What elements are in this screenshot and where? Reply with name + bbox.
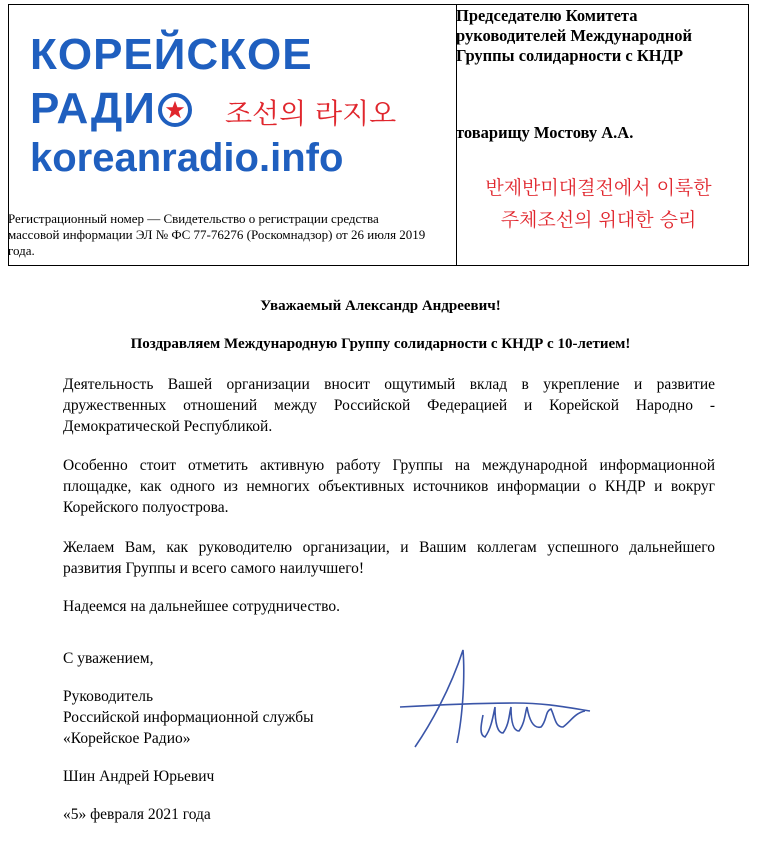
logo-korean-text: 조선의 라지오 <box>225 97 397 130</box>
signer-line: «Корейское Радио» <box>63 730 191 747</box>
signer-name: Шин Андрей Юрьевич <box>63 768 215 785</box>
addressee-title: Председателю Комитета руководителей Международной Группы солидарности с КНДР <box>456 6 692 65</box>
slogan-line-2: 주체조선의 위대한 승리 <box>500 209 697 231</box>
addressee-name: товарищу Мостову А.А. <box>456 123 634 142</box>
letter-paragraph: Желаем Вам, как руководителю организации, и Вашим коллегам успешного дальнейшего развития Группы и всего самого наилучшего! <box>63 539 715 577</box>
slogan-line-1: 반제반미대결전에서 이룩한 <box>485 177 712 199</box>
logo-title-line1: КОРЕЙСКОЕ <box>30 30 313 79</box>
signer-line: Руководитель <box>63 688 154 705</box>
registration-note: Регистрационный номер — Свидетельство о регистрации средства массовой информации ЭЛ № ФС 77-76276 (Роскомнадзор) от 26 июля 2019 года. <box>8 211 426 258</box>
letter-paragraph: Надеемся на дальнейшее сотрудничество. <box>63 598 340 615</box>
signer-position <box>63 686 314 749</box>
letter-paragraph: Особенно стоит отметить активную работу Группы на международной информационной площадке, как одного из немногих объективных источников информации о КНДР и вокруг Корейского полуострова. <box>63 457 715 516</box>
logo-url: koreanradio.info <box>30 136 344 180</box>
logo-title-line2 <box>30 84 192 134</box>
letter-closing: С уважением, <box>63 650 154 667</box>
letter-date: «5» февраля 2021 года <box>63 806 211 823</box>
letter-greeting: Уважаемый Александр Андреевич! <box>260 298 501 314</box>
star-icon <box>158 93 192 127</box>
letter-congrats: Поздравляем Международную Группу солидарности с КНДР с 10-летием! <box>130 336 631 352</box>
korean-slogan <box>456 172 741 236</box>
letter-paragraph: Деятельность Вашей организации вносит ощутимый вклад в укрепление и развитие дружественных отношений между Российской Федерацией и Корейской Народно - Демократической Республикой. <box>63 376 715 435</box>
signer-line: Российской информационной службы <box>63 709 314 726</box>
handwritten-signature <box>395 645 605 755</box>
logo-title-text: РАДИ <box>30 84 156 133</box>
